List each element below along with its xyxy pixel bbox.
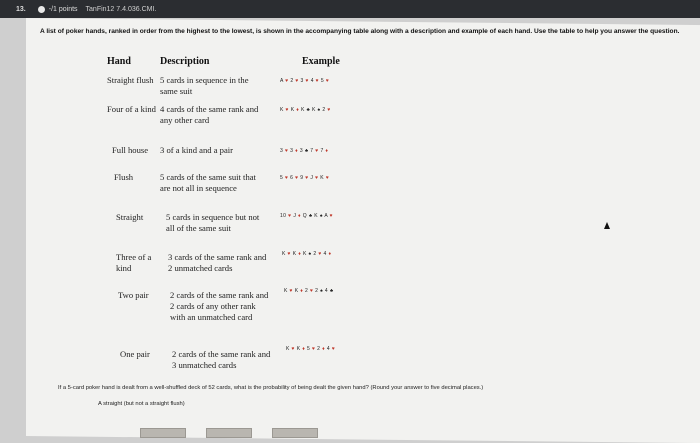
hand-description: 3 of a kind and a pair — [160, 145, 234, 155]
intro-text: A list of poker hands, ranked in order from the highest to the lowest, is shown in the accompanying table along with a description and example of each hand. Use the table to help you answer the question. — [40, 28, 680, 35]
hand-description: 3 cards of the same rank and 2 unmatched cards — [168, 252, 267, 273]
hand-example: 10 ♥ J ♦ Q ♣ K ♠ A ♥ — [280, 213, 334, 219]
hand-name: Straight flush — [107, 75, 154, 85]
hand-name: Straight — [116, 212, 144, 222]
hand-column-header: Hand — [107, 56, 131, 67]
hand-example: A ♥ 2 ♥ 3 ♥ 4 ♥ 5 ♥ — [280, 78, 330, 84]
description-column-header: Description — [160, 56, 210, 67]
hand-description: 5 cards in sequence in the same suit — [160, 75, 249, 96]
example-column-header: Example — [302, 56, 340, 67]
hand-name: Full house — [112, 145, 149, 155]
hand-example: 5 ♥ 6 ♥ 9 ♥ J ♥ K ♥ — [280, 175, 330, 181]
subquestion-text: A straight (but not a straight flush) — [98, 401, 185, 407]
hand-name: Four of a kind — [107, 104, 156, 114]
answer-button[interactable] — [140, 428, 186, 438]
hand-example: K ♥ K ♦ 2 ♥ 2 ♠ 4 ♣ — [284, 288, 334, 294]
question-text: If a 5-card poker hand is dealt from a well-shuffled deck of 52 cards, what is the probability of being dealt the given hand? (Round your answer to five decimal places.) — [58, 385, 484, 391]
hand-description: 2 cards of the same rank and 3 unmatched cards — [172, 349, 271, 370]
hand-example: 3 ♥ 3 ♦ 3 ♣ 7 ♥ 7 ♦ — [280, 148, 329, 154]
hand-description: 5 cards of the same suit that are not all in sequence — [160, 172, 256, 193]
points-label: -/1 points — [48, 5, 78, 13]
bottom-buttons — [140, 428, 318, 438]
mouse-cursor-icon — [604, 222, 610, 229]
hand-name: One pair — [120, 349, 150, 359]
hand-name: Three of a kind — [116, 252, 152, 273]
question-header — [0, 0, 700, 18]
hand-example: K ♥ K ♦ K ♠ 2 ♥ 4 ♦ — [282, 251, 332, 257]
question-status-icon[interactable] — [38, 6, 45, 13]
hand-example: K ♥ K ♦ K ♣ K ♠ 2 ♥ — [280, 107, 331, 113]
answer-button[interactable] — [272, 428, 318, 438]
hand-name: Two pair — [118, 290, 149, 300]
course-code: TanFin12 7.4.036.CMI. — [85, 5, 157, 13]
hand-description: 5 cards in sequence but not all of the same suit — [166, 212, 260, 233]
answer-button[interactable] — [206, 428, 252, 438]
hand-description: 2 cards of the same rank and 2 cards of any other rank with an unmatched card — [170, 290, 269, 322]
question-number: 13. — [16, 5, 26, 13]
hand-example: K ♥ K ♦ 5 ♥ 2 ♦ 4 ♥ — [286, 346, 336, 352]
hand-description: 4 cards of the same rank and any other card — [160, 104, 259, 125]
hand-name: Flush — [114, 172, 134, 182]
